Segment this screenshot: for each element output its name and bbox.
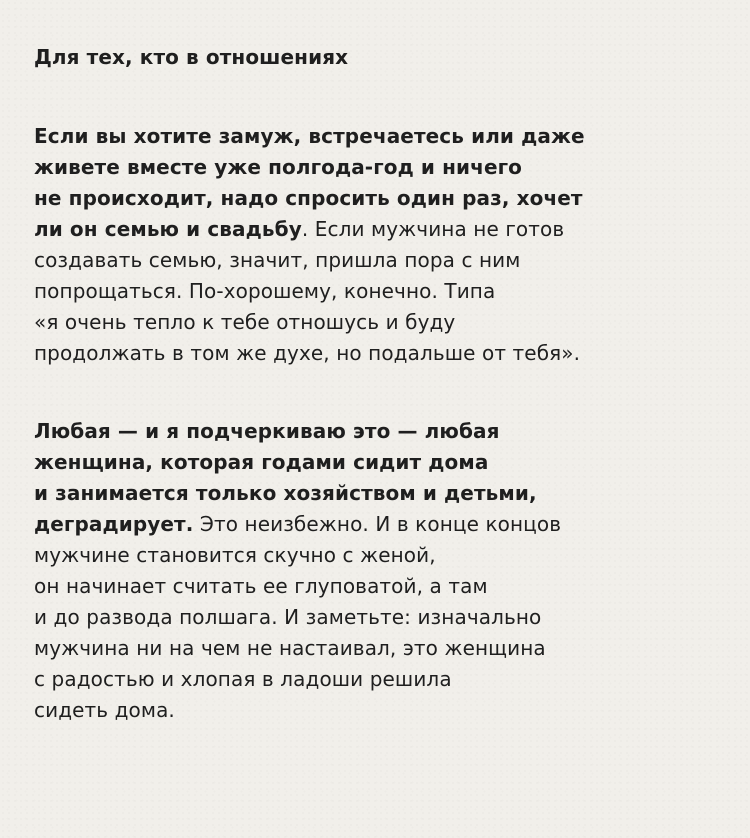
article-heading: Для тех, кто в отношениях: [34, 45, 349, 69]
paragraph-1-line-3: не происходит, надо спросить один раз, хочет: [34, 186, 583, 210]
paragraph-1-line-4-emphasis: ли он семью и свадьбу: [34, 217, 302, 241]
paragraph-2-line-4-text: Это неизбежно. И в конце концов: [193, 512, 562, 536]
paragraph-2-line-7: и до развода полшага. И заметьте: изначально: [34, 605, 542, 629]
paragraph-1-line-1: Если вы хотите замуж, встречаетесь или даже: [34, 124, 585, 148]
paragraph-2-line-9: с радостью и хлопая в ладоши решила: [34, 667, 452, 691]
paragraph-1-line-6: попрощаться. По-хорошему, конечно. Типа: [34, 279, 496, 303]
paragraph-2-line-4-emphasis: деградирует.: [34, 512, 194, 536]
paragraph-2-line-2: женщина, которая годами сидит дома: [34, 450, 489, 474]
paragraph-2-line-1: Любая — и я подчеркиваю это — любая: [34, 419, 500, 443]
paragraph-1-line-4: [34, 214, 718, 245]
paragraph-1-line-7: «я очень тепло к тебе отношусь и буду: [34, 310, 456, 334]
paragraph-2-line-6: он начинает считать ее глуповатой, а там: [34, 574, 488, 598]
paragraph-relationships-advice: [34, 121, 718, 369]
paragraph-2-line-3: и занимается только хозяйством и детьми,: [34, 481, 537, 505]
paragraph-1-line-2: живете вместе уже полгода-год и ничего: [34, 155, 523, 179]
paragraph-2-line-5: мужчине становится скучно с женой,: [34, 543, 436, 567]
paragraph-1-line-4-text: . Если мужчина не готов: [301, 217, 565, 241]
paragraph-2-line-4: [34, 509, 718, 540]
paragraph-stay-at-home: [34, 416, 718, 726]
paragraph-1-line-5: создавать семью, значит, пришла пора с ним: [34, 248, 521, 272]
paragraph-1-line-8: продолжать в том же духе, но подальше от тебя».: [34, 341, 581, 365]
paragraph-2-line-8: мужчина ни на чем не настаивал, это женщина: [34, 636, 546, 660]
paragraph-2-line-10: сидеть дома.: [34, 698, 175, 722]
